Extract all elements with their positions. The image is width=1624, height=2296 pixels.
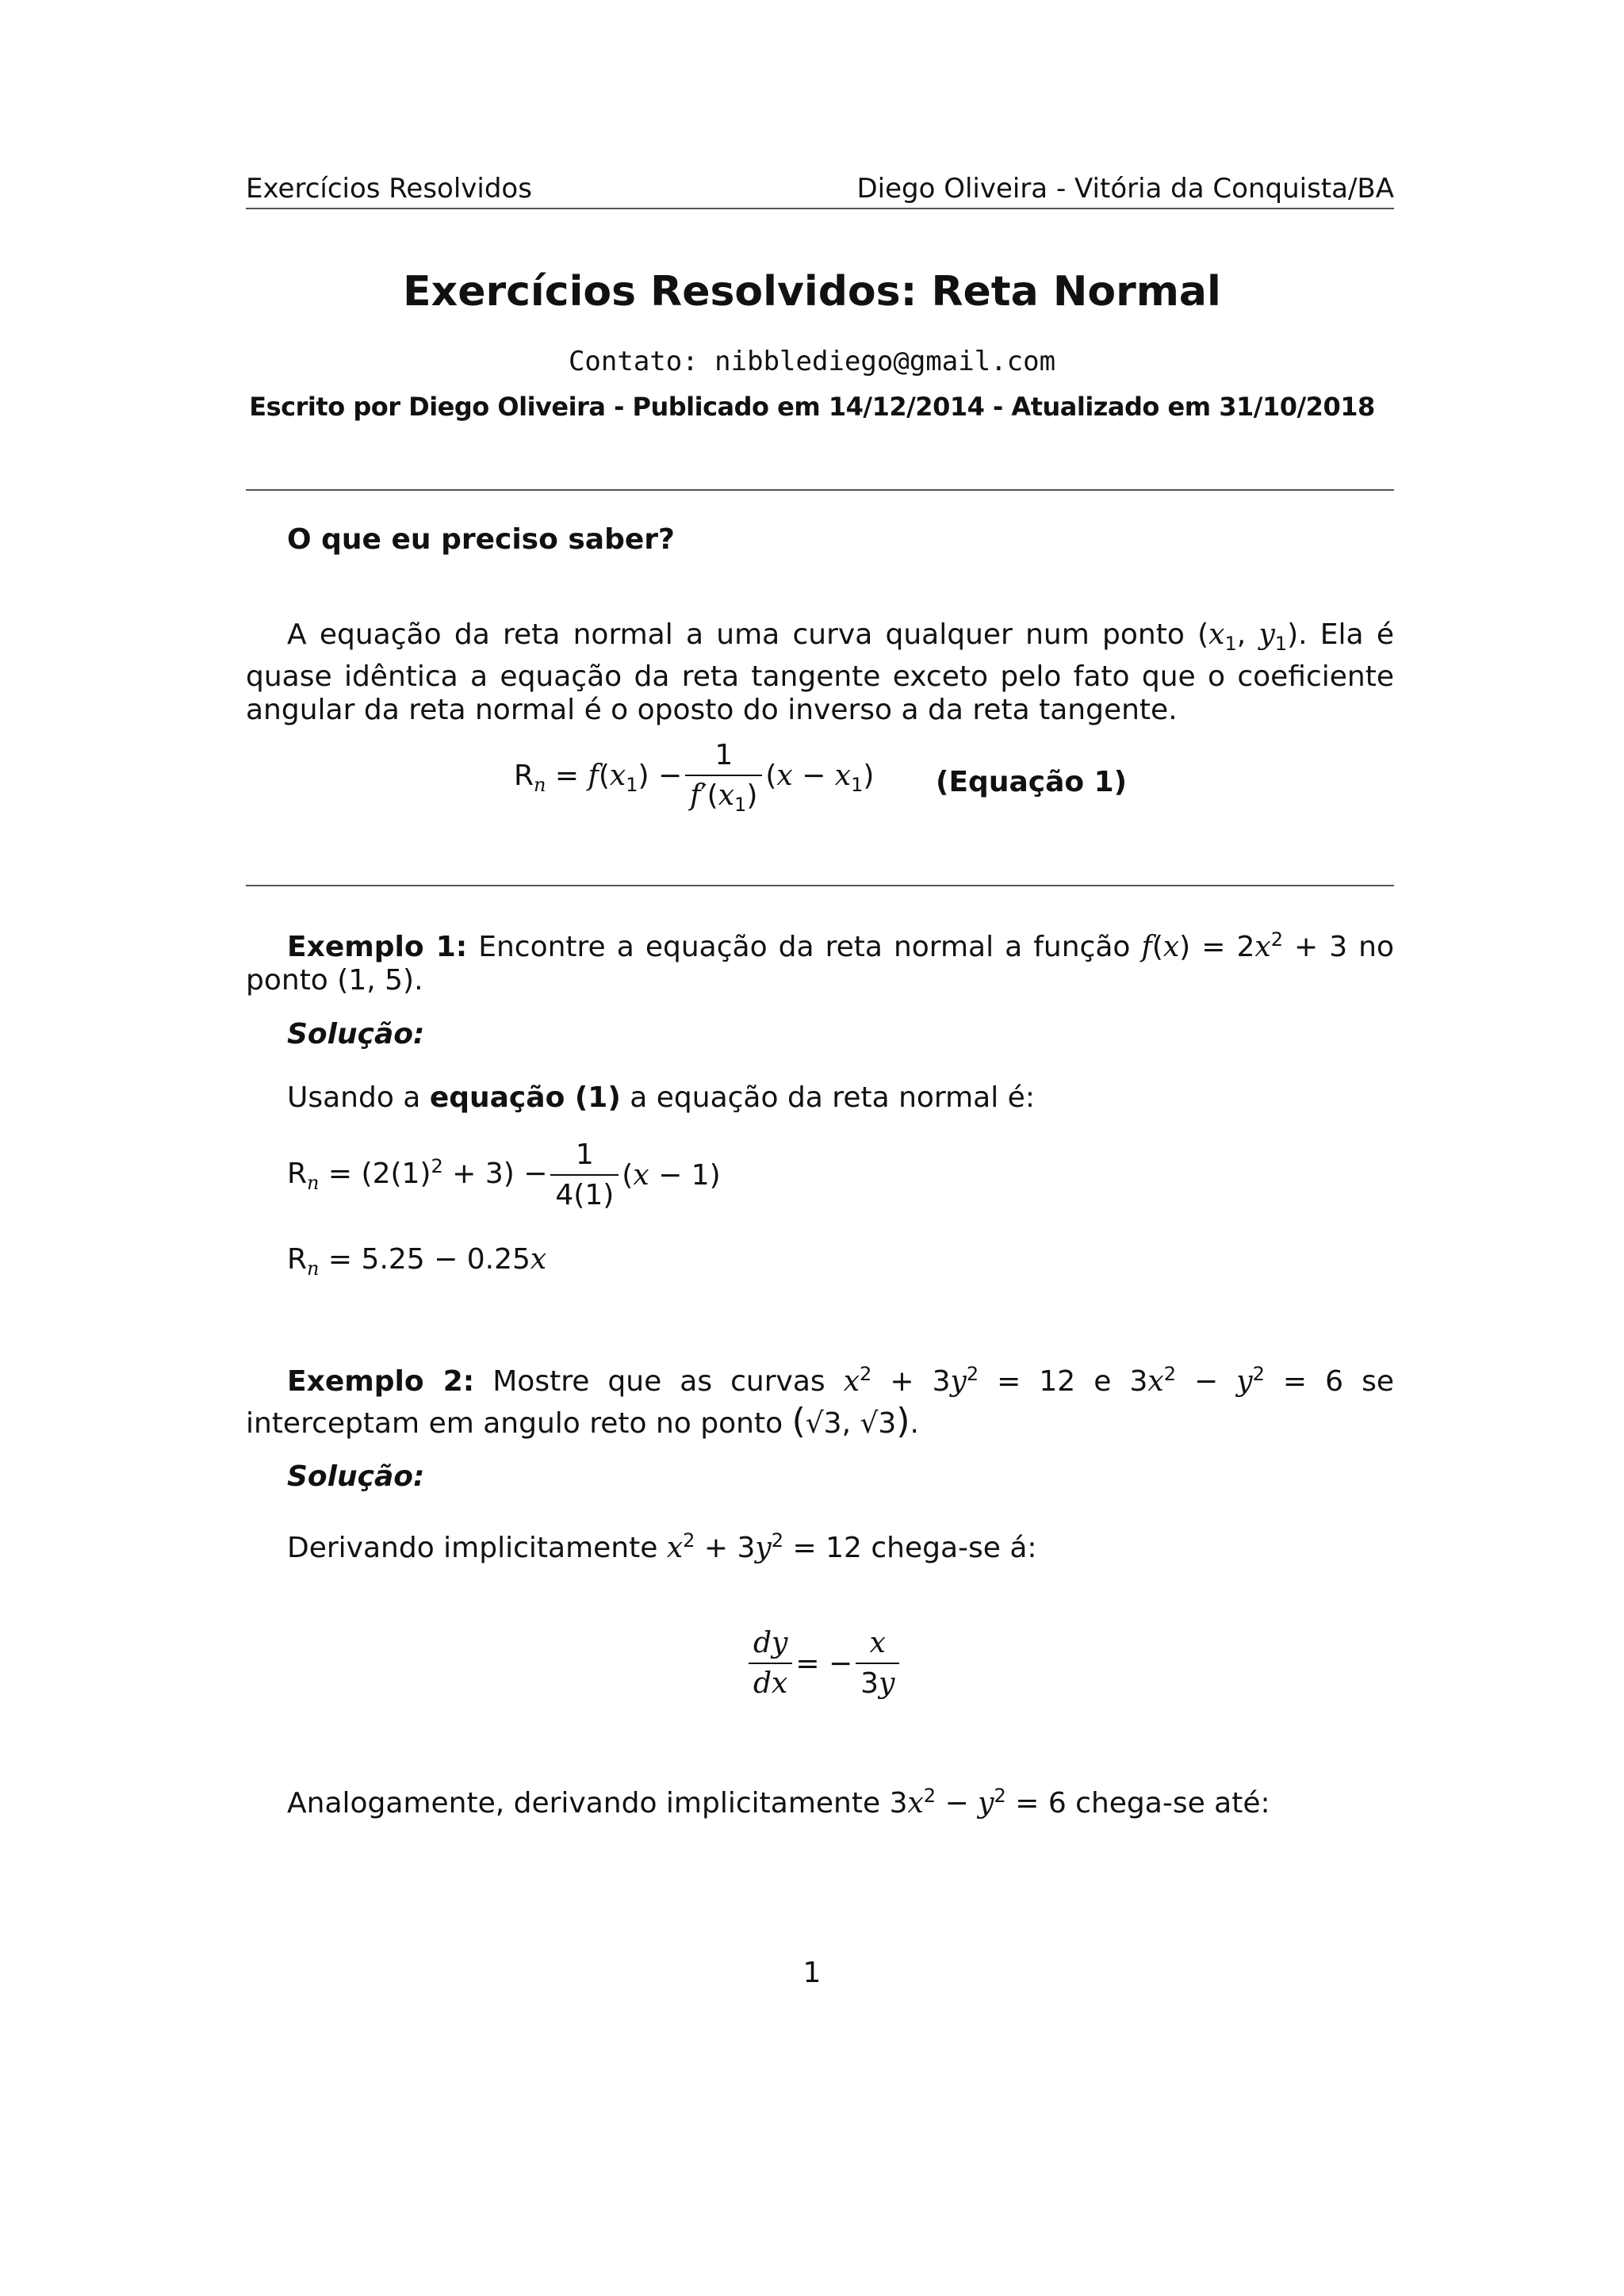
example-2-solution-label: Solução: xyxy=(287,1460,425,1493)
byline: Escrito por Diego Oliveira - Publicado em 14/12/2014 - Atualizado em 31/10/2018 xyxy=(249,392,1375,422)
intro-text-b: ). Ela é quase idêntica a equação da reta tangente exceto pelo fato que o coeficiente angular da reta normal é o oposto do inverso a da reta tangente. xyxy=(246,618,1394,727)
example-2-dydx-equation: $\frac{dy}{dx}$ = − $\frac{x}{3y}$ xyxy=(745,1627,902,1700)
example-1-statement: Exemplo 1: Encontre a equação da reta normal a função $f(x) = 2x^2 + 3$ no ponto (1, 5). xyxy=(246,928,1395,997)
running-header-right: Diego Oliveira - Vitória da Conquista/BA xyxy=(856,173,1394,205)
equation-1: $R_n = f(x_1)$ − $\frac{1}{f'(x_1)}$ $(x - x_1)$ xyxy=(514,739,875,817)
example-1-result: $R_n = 5.25 - 0.25x$ xyxy=(287,1243,547,1280)
example-1-label: Exemplo 1: xyxy=(287,931,468,963)
section-rule-2 xyxy=(246,885,1394,886)
section-heading: O que eu preciso saber? xyxy=(287,523,675,556)
page-title: Exercícios Resolvidos: Reta Normal xyxy=(403,268,1221,316)
example-2-statement: Exemplo 2: Mostre que as curvas $x^2 + 3y^2 = 12$ e $3x^2 - y^2 = 6$ se interceptam em angulo reto no ponto (√3, √3). xyxy=(246,1363,1394,1441)
equation-1-label: (Equação 1) xyxy=(936,766,1128,798)
example-2-label: Exemplo 2: xyxy=(287,1365,475,1398)
page-number: 1 xyxy=(802,1957,822,1989)
example-2-analog: Analogamente, derivando implicitamente $3x^2 - y^2 = 6$ chega-se até: xyxy=(287,1785,1270,1820)
section-rule-1 xyxy=(246,489,1394,491)
example-1-substitution: $R_n = (2(1)^2 + 3)$ − $\frac{1}{4(1)}$ (x − 1) xyxy=(287,1138,721,1211)
intro-paragraph: A equação da reta normal a uma curva qualquer num ponto ($x_1$, $y_1$). Ela é quase idêntica a equação da reta tangente exceto pelo fato que o coeficiente angular da reta normal é o oposto do inverso a da reta tangente. xyxy=(246,618,1394,727)
example-1-solution-label: Solução: xyxy=(287,1018,425,1050)
running-header-left: Exercícios Resolvidos xyxy=(246,173,532,205)
intro-text-a: A equação da reta normal a uma curva qualquer num ponto ( xyxy=(287,618,1209,651)
header-rule xyxy=(246,208,1394,209)
example-1-using: Usando a equação (1) a equação da reta normal é: xyxy=(287,1081,1035,1114)
example-2-derivation: Derivando implicitamente $x^2 + 3y^2 = 12$ chega-se á: xyxy=(287,1529,1037,1564)
contact-line: Contato: nibblediego@gmail.com xyxy=(568,346,1056,377)
